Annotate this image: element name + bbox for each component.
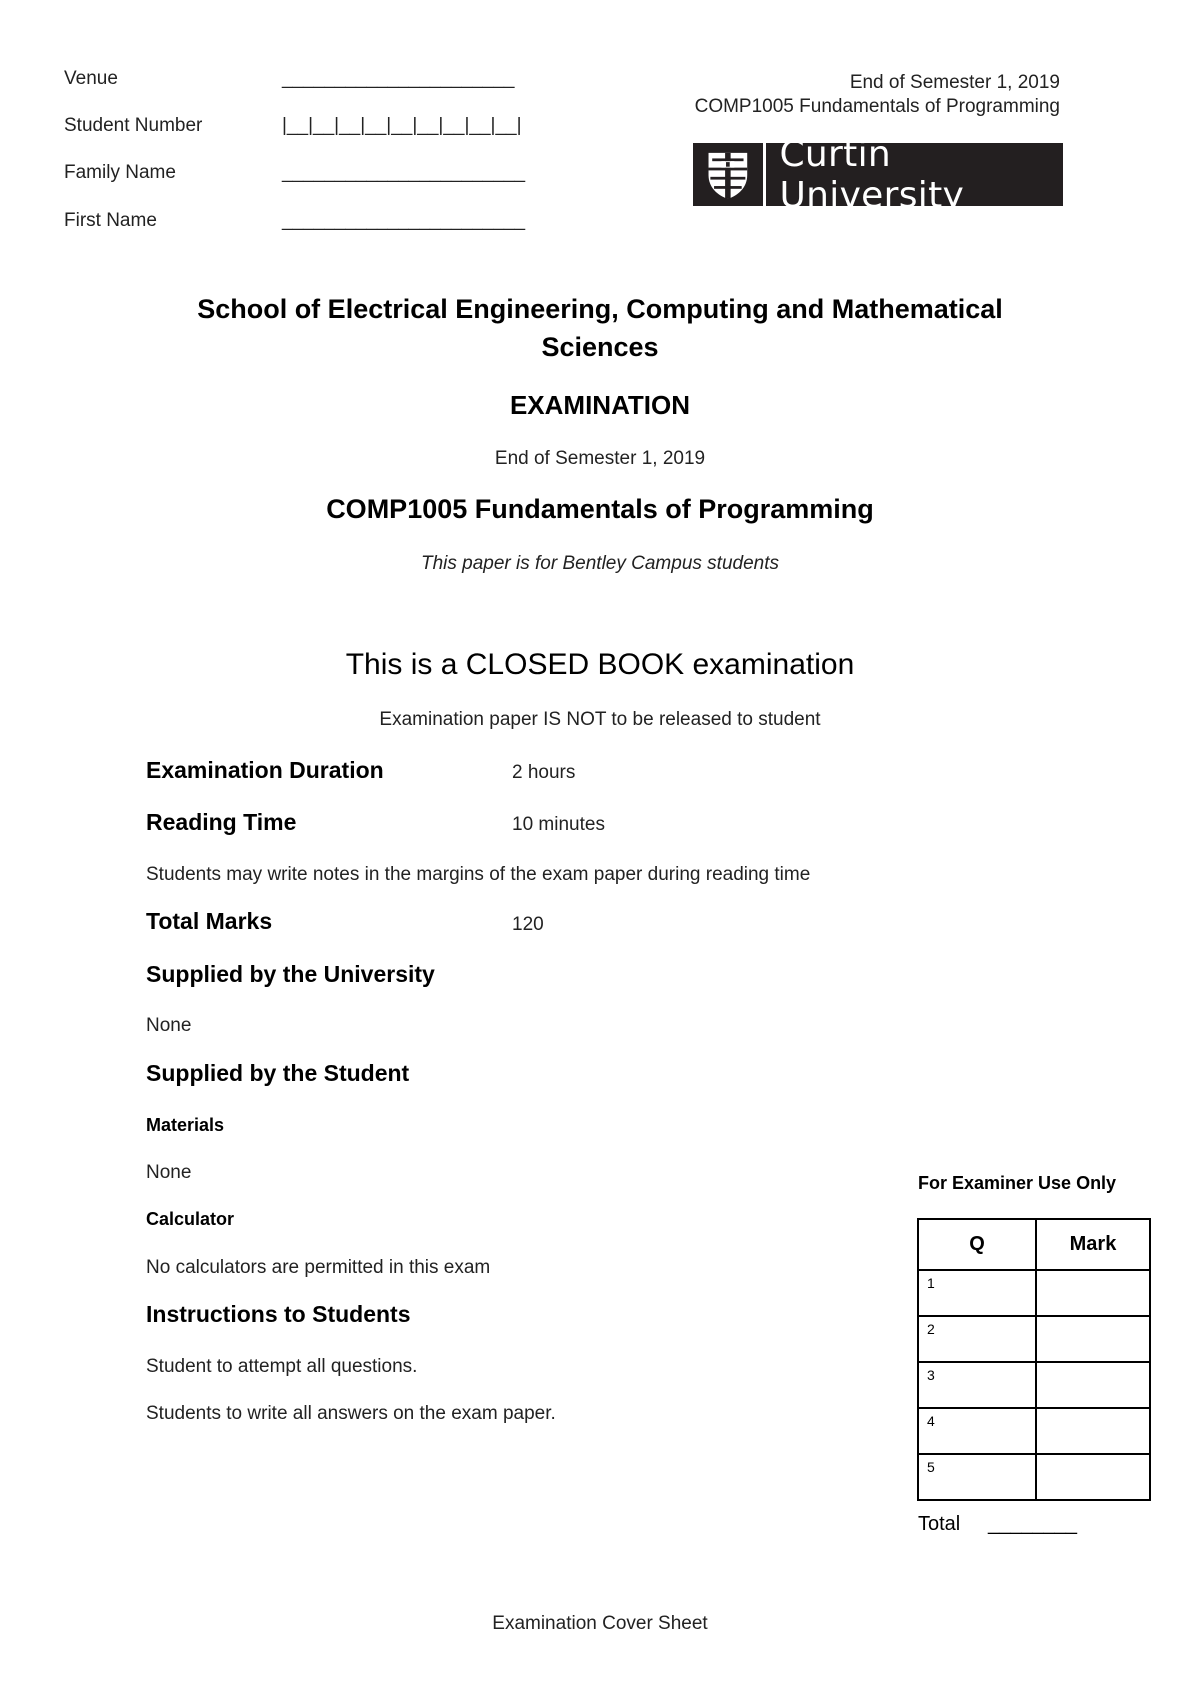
calculator-label: Calculator — [146, 1209, 235, 1229]
exam-heading: EXAMINATION — [509, 390, 691, 420]
student-number-label: Student Number — [64, 115, 203, 136]
venue-label: Venue — [64, 68, 118, 89]
mark-cell[interactable] — [1036, 1316, 1150, 1362]
header-course: COMP1005 Fundamentals of Programming — [694, 96, 1060, 117]
first-name-label: First Name — [64, 210, 157, 231]
curtin-logo — [693, 133, 1063, 216]
total-marks-value: 120 — [512, 914, 544, 935]
question-number: 1 — [918, 1270, 1036, 1316]
mark-cell[interactable] — [1036, 1270, 1150, 1316]
venue-field[interactable]: ______________________ — [282, 68, 515, 89]
table-row — [918, 1454, 1150, 1500]
reading-time-label: Reading Time — [146, 809, 297, 835]
reading-time-value: 10 minutes — [512, 814, 605, 835]
exam-semester: End of Semester 1, 2019 — [494, 448, 706, 469]
course-title: COMP1005 Fundamentals of Programming — [326, 494, 874, 524]
family-name-field[interactable]: _______________________ — [282, 162, 526, 183]
reading-time-note: Students may write notes in the margins of the exam paper during reading time — [146, 864, 811, 885]
school-name: School of Electrical Engineering, Computing and Mathematical Sciences — [197, 294, 1003, 362]
table-row — [918, 1362, 1150, 1408]
supplied-student-label: Supplied by the Student — [146, 1060, 410, 1086]
calculator-value: No calculators are permitted in this exam — [146, 1257, 491, 1278]
header-block — [560, 71, 1060, 119]
student-number-field[interactable]: |__|__|__|__|__|__|__|__|__| — [282, 115, 522, 136]
family-name-label: Family Name — [64, 162, 176, 183]
supplied-university-label: Supplied by the University — [146, 961, 435, 987]
question-number: 5 — [918, 1454, 1036, 1500]
table-row — [918, 1270, 1150, 1316]
question-number: 3 — [918, 1362, 1036, 1408]
instruction-item: Students to write all answers on the exam paper. — [146, 1403, 556, 1424]
total-label: Total — [918, 1513, 961, 1535]
campus-note: This paper is for Bentley Campus students — [420, 553, 779, 574]
mark-cell[interactable] — [1036, 1454, 1150, 1500]
footer-title: Examination Cover Sheet — [492, 1613, 708, 1634]
total-marks-label: Total Marks — [146, 908, 273, 934]
supplied-university-value: None — [146, 1015, 192, 1036]
instruction-item: Student to attempt all questions. — [146, 1356, 418, 1377]
table-row — [918, 1316, 1150, 1362]
materials-label: Materials — [146, 1115, 225, 1135]
duration-label: Examination Duration — [146, 757, 384, 783]
mark-cell[interactable] — [1036, 1408, 1150, 1454]
examiner-marks-table — [917, 1218, 1151, 1501]
duration-value: 2 hours — [512, 762, 576, 783]
materials-value: None — [146, 1162, 192, 1183]
logo-wordmark: Curtin University — [779, 133, 965, 216]
instructions-label: Instructions to Students — [146, 1301, 411, 1327]
header-semester: End of Semester 1, 2019 — [849, 72, 1060, 93]
mark-column-header: Mark — [1036, 1219, 1150, 1270]
first-name-field[interactable]: _______________________ — [282, 210, 526, 231]
curtin-crest-icon — [703, 147, 753, 203]
examiner-use-title: For Examiner Use Only — [918, 1173, 1117, 1193]
total-field[interactable]: ________ — [988, 1513, 1077, 1535]
q-column-header: Q — [918, 1219, 1036, 1270]
question-number: 2 — [918, 1316, 1036, 1362]
question-number: 4 — [918, 1408, 1036, 1454]
table-row — [918, 1408, 1150, 1454]
release-note: Examination paper IS NOT to be released to student — [379, 709, 821, 730]
mark-cell[interactable] — [1036, 1362, 1150, 1408]
closed-book-notice: This is a CLOSED BOOK examination — [345, 648, 855, 681]
